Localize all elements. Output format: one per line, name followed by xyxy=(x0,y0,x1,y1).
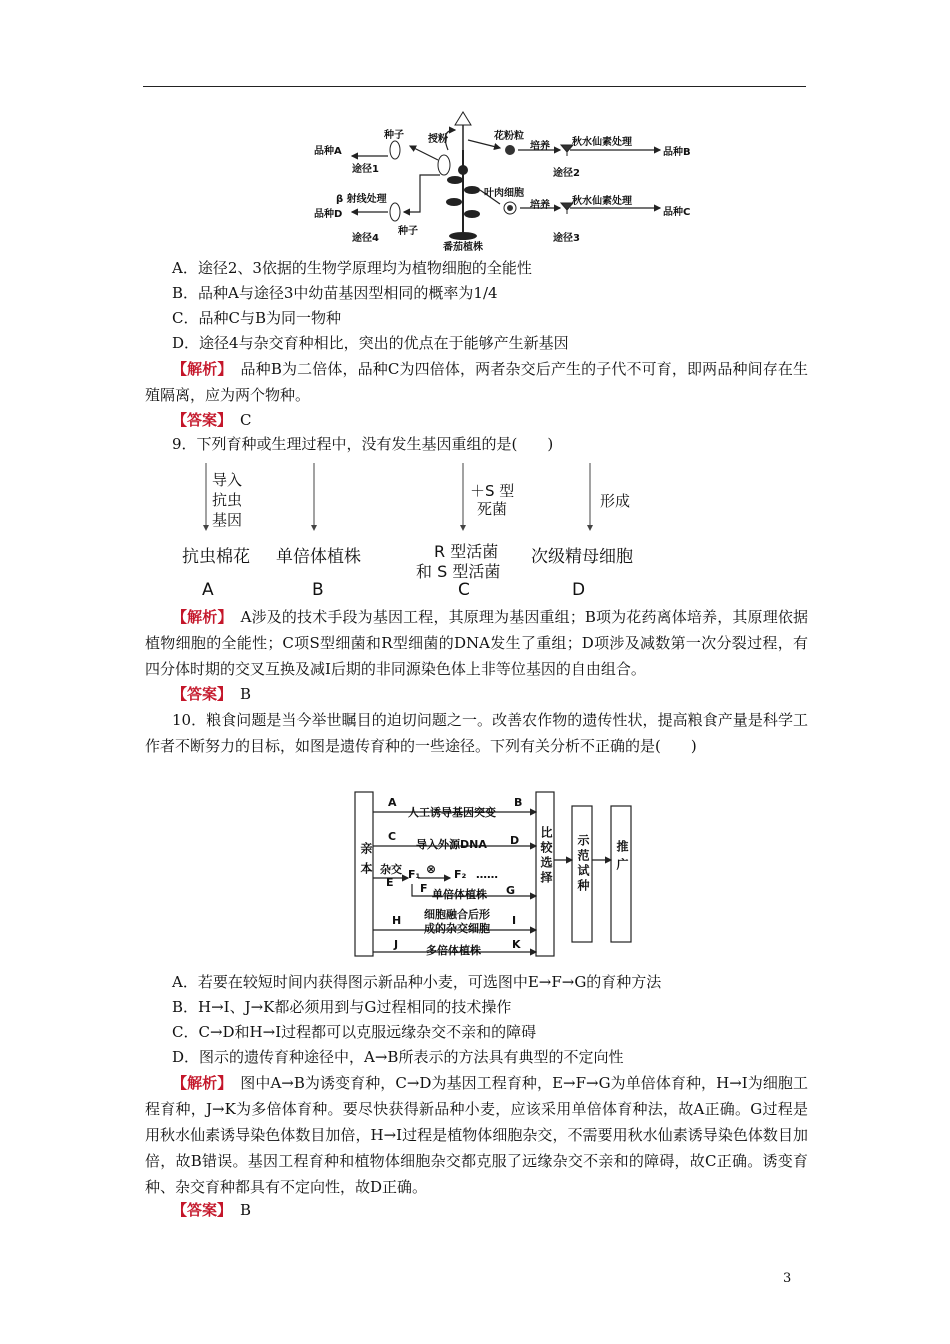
path3-label: 途径3 xyxy=(553,233,580,244)
q9-label-a: A xyxy=(202,580,214,600)
q9-stem: 9．下列育种或生理过程中，没有发生基因重组的是( ) xyxy=(172,435,554,453)
q10-haploid: 单倍体植株 xyxy=(432,888,487,901)
q10-compare: 比较选择 xyxy=(539,826,553,886)
q9-answer-label: 【答案】 xyxy=(172,685,233,703)
q10-promote: 推广 xyxy=(615,840,629,876)
q10-option-a: A．若要在较短时间内获得图示新品种小麦，可选图中E→F→G的育种方法 xyxy=(172,973,662,991)
q8-analysis-label: 【解析】 xyxy=(172,360,233,378)
q10-f2: F₂ xyxy=(454,868,467,881)
q10-e: E xyxy=(386,876,394,889)
q10-c: C xyxy=(388,830,397,843)
q10-cross: 杂交 xyxy=(380,863,402,876)
variety-b-label: 品种B xyxy=(663,147,691,158)
q10-answer xyxy=(172,1198,251,1222)
q10-h: H xyxy=(392,914,402,927)
culture-top-label: 培养 xyxy=(530,141,550,152)
q9-label-d: D xyxy=(572,580,586,600)
q9-answer-value: B xyxy=(240,685,252,703)
variety-d-label: 品种D xyxy=(314,209,343,220)
leaf-cell-label: 叶肉细胞 xyxy=(484,188,524,199)
q10-polyploid: 多倍体植株 xyxy=(426,944,481,957)
q9-c-note-2: 死菌 xyxy=(477,500,508,518)
seed-bottom-label: 种子 xyxy=(398,226,418,237)
q8-option-b: B．品种A与途径3中幼苗基因型相同的概率为1/4 xyxy=(172,284,498,302)
q9-c-note-1: ＋S 型 xyxy=(470,482,515,500)
q8-answer-label: 【答案】 xyxy=(172,411,233,429)
path1-label: 途径1 xyxy=(352,164,379,175)
q9-c-result-1: R 型活菌 xyxy=(434,542,499,561)
pollen-label: 花粉粒 xyxy=(494,131,524,142)
q10-k: K xyxy=(512,938,521,951)
q10-answer-value: B xyxy=(240,1201,252,1219)
q10-fusion-1: 细胞融合后形 xyxy=(424,908,490,921)
q8-option-a: A．途径2、3依据的生物学原理均为植物细胞的全能性 xyxy=(172,259,532,277)
q10-i: I xyxy=(512,914,517,927)
seed-top-label: 种子 xyxy=(384,130,404,141)
beta-ray-label: β 射线处理 xyxy=(336,194,387,205)
q10-g: G xyxy=(506,884,516,897)
q9-analysis-text: A涉及的技术手段为基因工程，其原理为基因重组；B项为花药离体培养，其原理依据植物细胞的全能性；C项S型细菌和R型细菌的DNA发生了重组；D项涉及减数第一次分裂过程，有四分体时期的交叉互换及减Ⅰ后期的非同源染色体上非等位基因的自由组合。 xyxy=(145,608,808,678)
q8-option-c: C．品种C与B为同一物种 xyxy=(172,309,341,327)
q9-d-result: 次级精母细胞 xyxy=(531,547,633,567)
q10-f1: F₁ xyxy=(408,868,421,881)
colchicine-top-label: 秋水仙素处理 xyxy=(572,137,632,148)
q10-option-c: C．C→D和H→I过程都可以克服远缘杂交不亲和的障碍 xyxy=(172,1023,537,1041)
variety-c-label: 品种C xyxy=(663,207,691,218)
q9-c-result-2: 和 S 型活菌 xyxy=(416,562,501,581)
q8-option-d: D．途径4与杂交育种相比，突出的优点在于能够产生新基因 xyxy=(172,334,569,352)
q9-a-result: 抗虫棉花 xyxy=(182,547,250,567)
q10-mutation: 人工诱导基因突变 xyxy=(408,806,496,819)
q9-a-note-1: 导入 xyxy=(212,471,243,489)
q9-d-note: 形成 xyxy=(600,492,631,510)
pollination-label: 授粉 xyxy=(428,134,448,145)
q10-analysis-text: 图中A→B为诱变育种，C→D为基因工程育种，E→F→G为单倍体育种，H→I为细胞工程育种，J→K为多倍体育种。要尽快获得新品种小麦，应该采用单倍体育种法，故A正确。G过程是用秋水仙素诱导染色体数目加倍，H→I过程是植物体细胞杂交，不需要用秋水仙素诱导染色体数目加倍，故B错误。基因工程育种和植物体细胞杂交都克服了远缘杂交不亲和的障碍，故C正确。诱变育种、杂交育种都具有不定向性，故D正确。 xyxy=(145,1074,808,1196)
q9-label-b: B xyxy=(312,580,324,600)
variety-a-label: 品种A xyxy=(314,146,342,157)
q9-a-note-2: 抗虫 xyxy=(212,491,243,509)
culture-bottom-label: 培养 xyxy=(530,200,550,211)
tomato-label: 番茄植株 xyxy=(443,242,483,253)
q10-foreign-dna: 导入外源DNA xyxy=(416,838,487,851)
q10-analysis xyxy=(145,1070,808,1200)
q10-option-d: D．图示的遗传育种途径中，A→B所表示的方法具有典型的不定向性 xyxy=(172,1048,624,1066)
colchicine-bottom-label: 秋水仙素处理 xyxy=(572,196,632,207)
path2-label: 途径2 xyxy=(553,168,580,179)
q10-j: J xyxy=(394,938,399,951)
q10-analysis-label: 【解析】 xyxy=(172,1074,233,1092)
q10-a: A xyxy=(388,796,397,809)
q10-stem: 10．粮食问题是当今举世瞩目的迫切问题之一。改善农作物的遗传性状，提高粮食产量是科学工作者不断努力的目标，如图是遗传育种的一些途径。下列有关分析不正确的是( ) xyxy=(145,711,808,755)
q9-analysis-label: 【解析】 xyxy=(172,608,233,626)
q10-b: B xyxy=(514,796,523,809)
q8-analysis-text: 品种B为二倍体，品种C为四倍体，两者杂交后产生的子代不可育，即两品种间存在生殖隔离，应为两个物种。 xyxy=(145,360,808,404)
q10-f: F xyxy=(420,882,428,895)
q10-fusion-2: 成的杂交细胞 xyxy=(424,922,490,935)
q10-answer-label: 【答案】 xyxy=(172,1201,233,1219)
q9-b-result: 单倍体植株 xyxy=(276,547,361,567)
page-number: 3 xyxy=(783,1271,792,1286)
q8-answer-value: C xyxy=(240,411,252,429)
q10-parent: 亲本 xyxy=(359,842,373,882)
q10-d: D xyxy=(510,834,520,847)
q10-demo: 示范试种 xyxy=(576,834,590,894)
q10-self: ⊗ xyxy=(426,862,437,876)
path4-label: 途径4 xyxy=(352,233,379,244)
q10-option-b: B．H→I、J→K都必须用到与G过程相同的技术操作 xyxy=(172,998,512,1016)
q9-a-note-3: 基因 xyxy=(212,511,243,529)
q9-label-c: C xyxy=(458,580,470,600)
q10-dots: …… xyxy=(476,868,498,881)
